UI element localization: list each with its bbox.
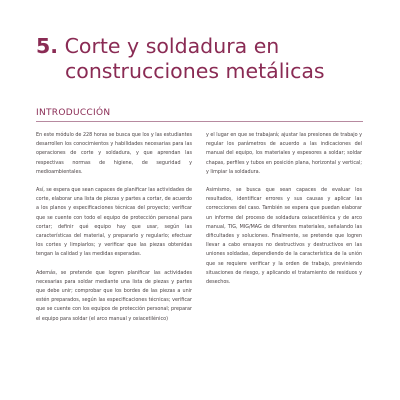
section-divider <box>36 121 363 122</box>
paragraph: Además, se pretende que logren planificar las actividades necesarias para soldar mediante una lista de piezas y partes que debe unir; comprobar que los bordes de las piezas a unir estén preparados, según las especificaciones técnicas; verificar que se cuente con los equipos de protección personal; preparar el equipo para soldar (el arco manual y oxiacetilénico) <box>36 269 192 322</box>
chapter-title <box>36 34 376 84</box>
left-column <box>36 131 192 333</box>
section-heading: INTRODUCCIÓN <box>36 108 111 118</box>
right-column <box>206 131 362 296</box>
paragraph: Asimismo, se busca que sean capaces de evaluar los resultados, identificar errores y sus causas y aplicar las correcciones del caso. También se espera que puedan elaborar un informe del proceso de soldadura oxiacetilénica y de arco manual, TIG, MIG/MAG de diferentes materiales, señalando las dificultades y soluciones. Finalmente, se pretende que logren llevar a cabo ensayos no destructivos y destructivos en las uniones soldadas, dependiendo de la característica de la unión que se requiere verificar y la orden de trabajo, previniendo situaciones de riesgo, y aplicando el tratamiento de residuos y desechos. <box>206 187 362 286</box>
paragraph: Así, se espera que sean capaces de planificar las actividades de corte, elaborar una lista de piezas y partes a cortar, de acuerdo a los planos y especificaciones técnicas del proyecto; verificar que se cuente con todo el equipo de protección personal para cortar; definir qué equipo hay que usar, según las características del material, y prepararlo y regularlo; efectuar los cortes y limpiarlos; y verificar que las piezas obtenidas tengan la calidad y las medidas esperadas. <box>36 187 192 258</box>
chapter-number: 5. <box>36 34 59 58</box>
chapter-title-line2: construcciones metálicas <box>65 59 325 83</box>
paragraph: y el lugar en que se trabajará; ajustar las presiones de trabajo y regular los parámetros de acuerdo a las indicaciones del manual del equipo, los materiales y espesores a soldar; soldar chapas, perfiles y tubos en posición plana, horizontal y vertical; y limpiar la soldadura. <box>206 132 362 175</box>
chapter-title-line1: Corte y soldadura en <box>64 34 280 58</box>
paragraph: En este módulo de 228 horas se busca que los y las estudiantes desarrollen los conocimientos y habilidades necesarias para las operaciones de corte y soldadura, y que aprendan las respectivas normas de higiene, de seguridad y medioambientales. <box>36 132 192 175</box>
